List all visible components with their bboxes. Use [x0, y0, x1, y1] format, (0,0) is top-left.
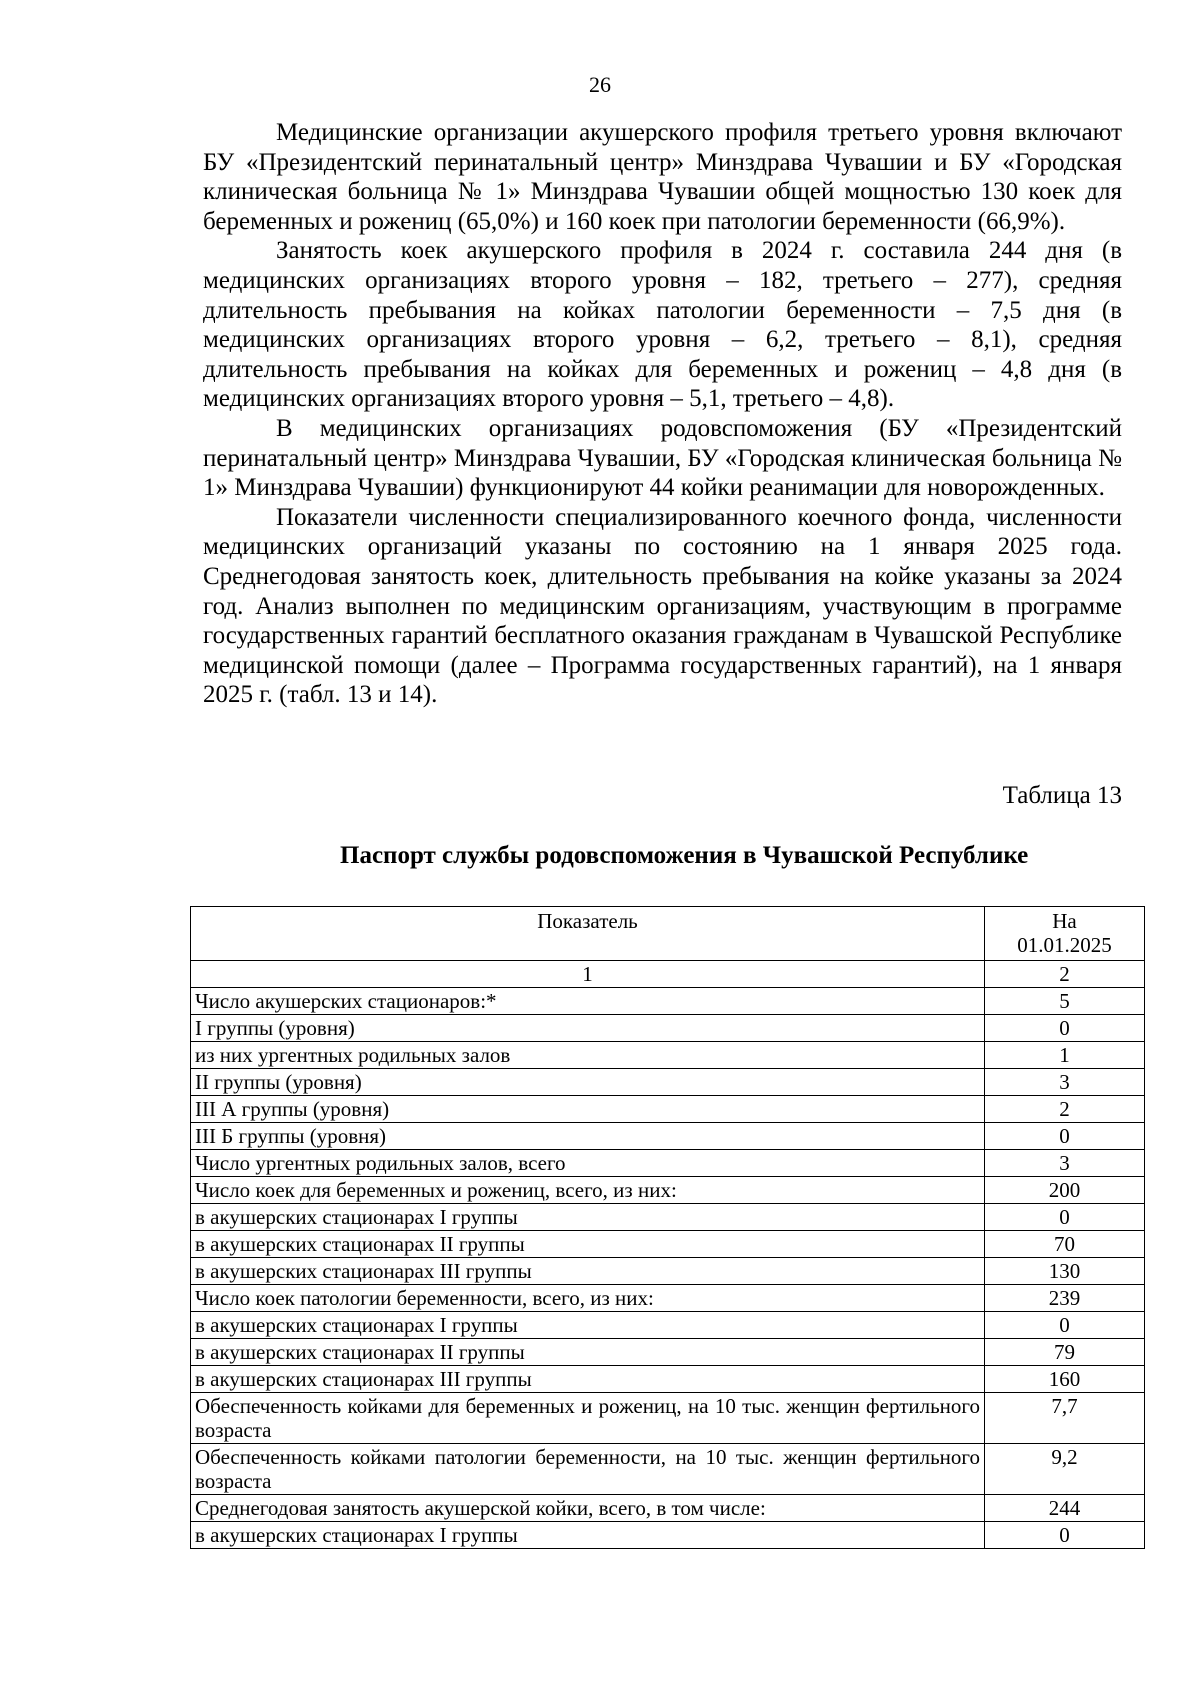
row-indicator: Обеспеченность койками для беременных и рожениц, на 10 тыс. женщин фертильного возраста: [191, 1393, 985, 1444]
table-row: [191, 1495, 1145, 1522]
table-row: [191, 1393, 1145, 1444]
table-row: [191, 1015, 1145, 1042]
row-value: 3: [985, 1150, 1145, 1177]
table-row: [191, 1096, 1145, 1123]
table-row: [191, 1042, 1145, 1069]
table-row: [191, 1285, 1145, 1312]
row-value: 7,7: [985, 1393, 1145, 1444]
row-value: 1: [985, 1042, 1145, 1069]
row-value: 160: [985, 1366, 1145, 1393]
row-value: 0: [985, 1204, 1145, 1231]
paragraph-3: В медицинских организациях родовспоможения (БУ «Президентский перинатальный центр» Минздрава Чувашии, БУ «Городская клиническая больница № 1» Минздрава Чувашии) функционируют 44 койки реанимации для новорожденных.: [203, 414, 1122, 502]
row-value: 3: [985, 1069, 1145, 1096]
row-value: 9,2: [985, 1444, 1145, 1495]
table-row: [191, 988, 1145, 1015]
row-indicator: III А группы (уровня): [191, 1096, 985, 1123]
paragraph-4: Показатели численности специализированного коечного фонда, численности медицинских организаций указаны по состоянию на 1 января 2025 года. Среднегодовая занятость коек, длительность пребывания на койке указаны за 2024 год. Анализ выполнен по медицинским организациям, участвующим в программе государственных гарантий бесплатного оказания гражданам в Чувашской Республике медицинской помощи (далее – Программа государственных гарантий), на 1 января 2025 г. (табл. 13 и 14).: [203, 503, 1122, 709]
table-row: [191, 1522, 1145, 1549]
row-value: 70: [985, 1231, 1145, 1258]
table-row: [191, 1231, 1145, 1258]
row-indicator: Число коек для беременных и рожениц, всего, из них:: [191, 1177, 985, 1204]
row-indicator: II группы (уровня): [191, 1069, 985, 1096]
row-value: 0: [985, 1312, 1145, 1339]
row-indicator: III Б группы (уровня): [191, 1123, 985, 1150]
table-row: [191, 1312, 1145, 1339]
paragraph-1: Медицинские организации акушерского профиля третьего уровня включают БУ «Президентский перинатальный центр» Минздрава Чувашии и БУ «Городская клиническая больница № 1» Минздрава Чувашии общей мощностью 130 коек для беременных и рожениц (65,0%) и 160 коек при патологии беременности (66,9%).: [203, 119, 1122, 235]
row-value: 0: [985, 1522, 1145, 1549]
row-value: 0: [985, 1123, 1145, 1150]
row-indicator: в акушерских стационарах II группы: [191, 1339, 985, 1366]
table-row: [191, 1123, 1145, 1150]
row-indicator: Число ургентных родильных залов, всего: [191, 1150, 985, 1177]
row-indicator: Число акушерских стационаров:*: [191, 988, 985, 1015]
row-value: 5: [985, 988, 1145, 1015]
table-row: [191, 1444, 1145, 1495]
header-value: [985, 907, 1145, 961]
row-value: 0: [985, 1015, 1145, 1042]
row-value: 130: [985, 1258, 1145, 1285]
row-indicator: в акушерских стационарах I группы: [191, 1312, 985, 1339]
table-row: [191, 1339, 1145, 1366]
page-number: 26: [589, 72, 611, 97]
paragraph-2: Занятость коек акушерского профиля в 2024 г. составила 244 дня (в медицинских организациях второго уровня – 182, третьего – 277), средняя длительность пребывания на койках патологии беременности – 7,5 дня (в медицинских организациях второго уровня – 6,2, третьего – 8,1), средняя длительность пребывания на койках для беременных и рожениц – 4,8 дня (в медицинских организациях второго уровня – 5,1, третьего – 4,8).: [203, 237, 1122, 413]
row-value: 200: [985, 1177, 1145, 1204]
table-row: [191, 1177, 1145, 1204]
column-number-row: [191, 961, 1145, 988]
row-value: 2: [985, 1096, 1145, 1123]
row-indicator: в акушерских стационарах I группы: [191, 1522, 985, 1549]
row-indicator: из них ургентных родильных залов: [191, 1042, 985, 1069]
header-indicator: Показатель: [191, 907, 985, 961]
obstetric-service-table: [190, 906, 1145, 1549]
table-row: [191, 1204, 1145, 1231]
header-value-line1: На: [1052, 909, 1077, 933]
row-value: 239: [985, 1285, 1145, 1312]
row-indicator: Обеспеченность койками патологии беременности, на 10 тыс. женщин фертильного возраста: [191, 1444, 985, 1495]
header-value-line2: 01.01.2025: [1017, 933, 1112, 957]
row-indicator: в акушерских стационарах III группы: [191, 1366, 985, 1393]
row-value: 244: [985, 1495, 1145, 1522]
row-indicator: I группы (уровня): [191, 1015, 985, 1042]
row-indicator: в акушерских стационарах I группы: [191, 1204, 985, 1231]
row-indicator: Среднегодовая занятость акушерской койки, всего, в том числе:: [191, 1495, 985, 1522]
table-row: [191, 1069, 1145, 1096]
row-indicator: в акушерских стационарах III группы: [191, 1258, 985, 1285]
row-indicator: в акушерских стационарах II группы: [191, 1231, 985, 1258]
row-indicator: Число коек патологии беременности, всего, из них:: [191, 1285, 985, 1312]
table-header-row: [191, 907, 1145, 961]
column-number-2: 2: [985, 961, 1145, 988]
row-value: 79: [985, 1339, 1145, 1366]
column-number-1: 1: [191, 961, 985, 988]
table-row: [191, 1150, 1145, 1177]
table-label: Таблица 13: [1002, 782, 1122, 809]
table-title: Паспорт службы родовспоможения в Чувашской Республике: [340, 842, 1029, 869]
table-row: [191, 1366, 1145, 1393]
table-row: [191, 1258, 1145, 1285]
body-text: [203, 118, 1122, 710]
